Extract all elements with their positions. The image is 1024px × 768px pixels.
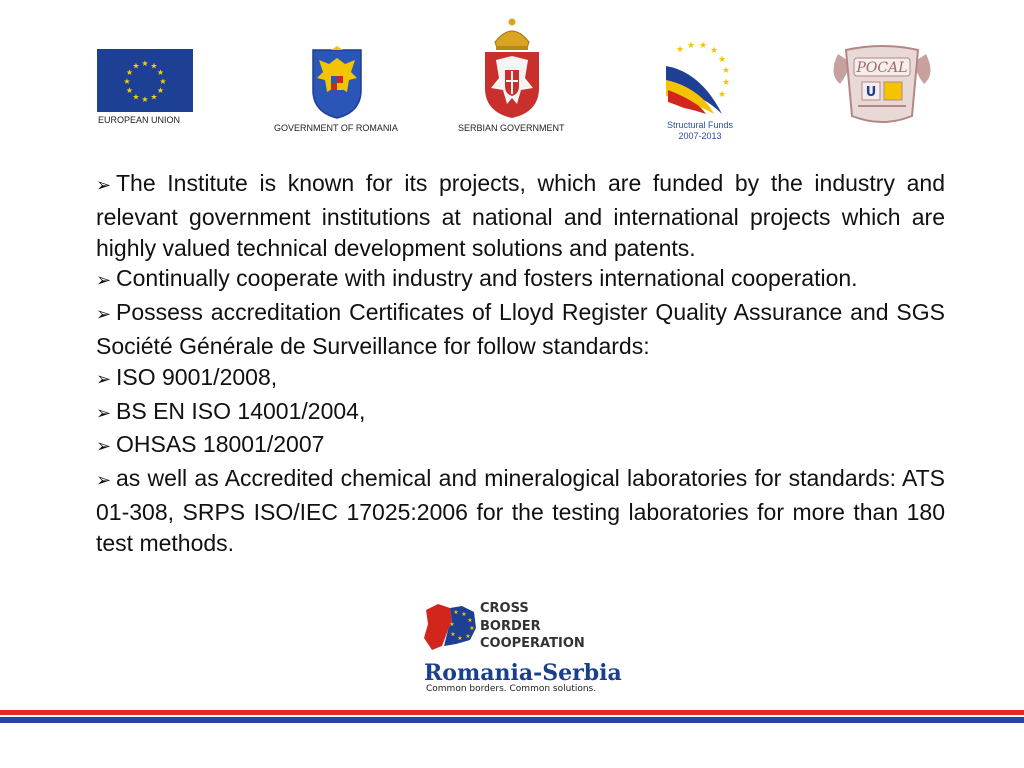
arrow-bullet-icon: ➢ <box>96 270 112 292</box>
paragraph-text: OHSAS 18001/2007 <box>116 431 325 458</box>
eu-flag-logo <box>97 49 193 112</box>
svg-text:★: ★ <box>150 61 158 71</box>
eu-label: EUROPEAN UNION <box>98 115 181 125</box>
svg-text:★: ★ <box>717 90 727 100</box>
structural-funds-label-line2: 2007-2013 <box>678 131 722 141</box>
blue-stripe <box>0 717 1024 723</box>
cross-border-tagline: Common borders. Common solutions. <box>426 684 597 694</box>
cross-border-title <box>480 600 585 653</box>
svg-text:★: ★ <box>698 41 708 51</box>
paragraph-text: Continually cooperate with industry and fosters international cooperation. <box>116 265 858 292</box>
svg-text:★: ★ <box>159 77 167 86</box>
svg-text:★: ★ <box>123 77 131 86</box>
svg-text:★: ★ <box>449 621 455 628</box>
cross-border-line1: CROSS <box>480 601 529 616</box>
svg-text:★: ★ <box>721 66 731 76</box>
main-content <box>96 168 945 559</box>
bullet-paragraph <box>96 463 945 558</box>
serbia-coat-of-arms-logo <box>483 16 541 120</box>
svg-text:★: ★ <box>150 92 158 102</box>
svg-text:★: ★ <box>465 633 471 640</box>
svg-text:★: ★ <box>156 68 165 77</box>
svg-text:★: ★ <box>141 95 149 104</box>
paragraph-text: BS EN ISO 14001/2004, <box>116 397 366 424</box>
arrow-bullet-icon: ➢ <box>96 436 112 458</box>
svg-text:★: ★ <box>453 609 459 616</box>
romania-serbia-map-icon <box>422 600 478 660</box>
cross-border-line2: BORDER <box>480 618 541 634</box>
arrow-bullet-icon: ➢ <box>96 368 112 390</box>
pocal-emblem-logo <box>828 44 936 128</box>
svg-text:★: ★ <box>461 611 467 618</box>
bullet-paragraph <box>96 396 945 430</box>
svg-text:★: ★ <box>717 55 727 65</box>
structural-funds-logo <box>660 40 740 116</box>
arrow-bullet-icon: ➢ <box>96 304 112 326</box>
svg-text:★: ★ <box>709 46 719 56</box>
paragraph-text: ISO 9001/2008, <box>116 363 278 390</box>
paragraph-text: The Institute is known for its projects, which are funded by the industry and relevant government institutions at national and international projects which are highly valued technical development solutions and patents. <box>96 170 945 261</box>
svg-text:★: ★ <box>469 625 475 632</box>
paragraph-text: as well as Accredited chemical and mineralogical laboratories for standards: ATS 01-308, SRPS ISO/IEC 17025:2006 for the testing laboratories for more than 180 test methods. <box>96 465 945 556</box>
structural-funds-label-line1: Structural Funds <box>666 120 734 130</box>
paragraph-text: Possess accreditation Certificates of Lloyd Register Quality Assurance and SGS Société Générale de Surveillance for follow standards: <box>96 299 945 359</box>
bullet-paragraph <box>96 297 945 362</box>
bullet-paragraph <box>96 429 945 463</box>
svg-text:★: ★ <box>132 92 140 102</box>
svg-text:★: ★ <box>132 61 140 71</box>
bullet-paragraph <box>96 362 945 396</box>
svg-text:★: ★ <box>156 86 165 95</box>
svg-text:★: ★ <box>467 617 473 624</box>
svg-text:★: ★ <box>450 631 456 638</box>
arrow-bullet-icon: ➢ <box>96 402 112 424</box>
cross-border-line3: COOPERATION <box>480 636 585 651</box>
svg-text:★: ★ <box>721 78 731 88</box>
romania-coat-of-arms-logo <box>309 46 365 120</box>
svg-text:★: ★ <box>141 59 149 68</box>
arrow-bullet-icon: ➢ <box>96 175 112 196</box>
bullet-paragraph <box>96 168 945 263</box>
svg-text:★: ★ <box>457 635 463 642</box>
arrow-bullet-icon: ➢ <box>96 470 112 492</box>
pocal-text: POCAL <box>856 60 908 76</box>
svg-text:★: ★ <box>675 45 685 55</box>
cross-border-program: Romania-Serbia <box>424 660 622 686</box>
footer-stripes <box>0 710 1024 723</box>
svg-text:★: ★ <box>686 41 696 51</box>
pocal-badge-text: U <box>865 85 877 100</box>
svg-text:★: ★ <box>125 86 134 95</box>
cross-border-cooperation-logo <box>422 596 622 696</box>
svg-text:★: ★ <box>125 68 134 77</box>
serbia-label: SERBIAN GOVERNMENT <box>458 123 565 133</box>
romania-label: GOVERNMENT OF ROMANIA <box>274 123 398 133</box>
bullet-paragraph <box>96 263 945 297</box>
